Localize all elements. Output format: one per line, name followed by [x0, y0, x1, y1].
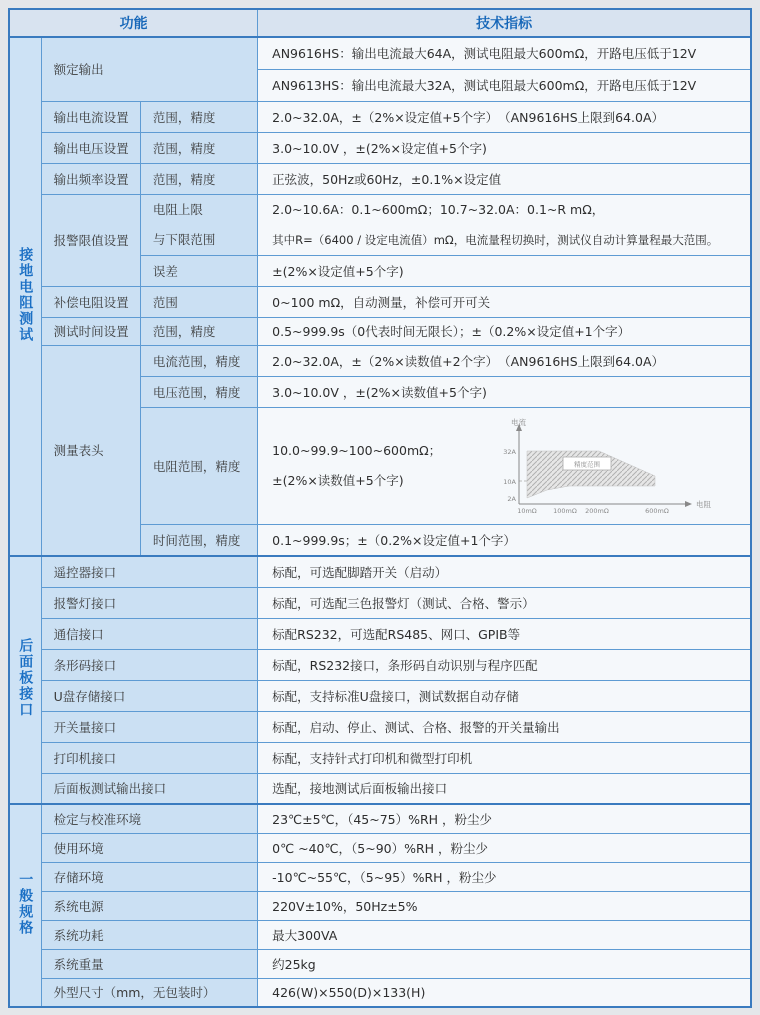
row-label: 系统电源 — [41, 891, 258, 920]
table-row — [9, 742, 751, 773]
row-value: 2.0~32.0A，±（2%×读数值+2个字） （AN9616HS上限到64.0A） — [258, 345, 751, 376]
accuracy-range-chart — [487, 416, 722, 516]
value-line: 2.0~10.6A：0.1~600mΩ；10.7~32.0A：0.1~R mΩ， — [272, 201, 605, 217]
table-row — [9, 891, 751, 920]
row-label: 报警灯接口 — [41, 587, 258, 618]
row-value: 0.5~999.9s（0代表时间无限长）；±（0.2%×设定值+1个字） — [258, 317, 751, 345]
x-tick: 10mΩ — [517, 506, 537, 515]
table-row — [9, 862, 751, 891]
row-sub-label-error: 误差 — [140, 255, 257, 286]
row-label: 检定与校准环境 — [41, 804, 258, 833]
header-spec: 技术指标 — [258, 9, 751, 37]
row-label: 条形码接口 — [41, 649, 258, 680]
spec-table — [8, 8, 752, 1008]
table-row — [9, 317, 751, 345]
x-tick: 600mΩ — [645, 506, 669, 515]
y-tick: 10A — [503, 477, 516, 486]
row-label: 使用环境 — [41, 833, 258, 862]
row-label: 系统功耗 — [41, 920, 258, 949]
row-value: 3.0~10.0V ，±(2%×读数值+5个字) — [258, 376, 751, 407]
header-function: 功能 — [9, 9, 258, 37]
row-sub-label: 范围，精度 — [140, 163, 257, 194]
row-label: U盘存储接口 — [41, 680, 258, 711]
row-value: 标配，可选配脚踏开关（启动） — [258, 556, 751, 587]
row-value: AN9613HS：输出电流最大32A，测试电阻最大600mΩ，开路电压低于12V — [258, 69, 751, 101]
sub-label-line: 与下限范围 — [152, 231, 216, 247]
row-value: 选配，接地测试后面板输出接口 — [258, 773, 751, 804]
row-value: 标配，支持针式打印机和微型打印机 — [258, 742, 751, 773]
row-label-compensation: 补偿电阻设置 — [41, 286, 140, 317]
x-tick: 100mΩ — [553, 506, 577, 515]
row-sub-label: 电阻范围，精度 — [140, 407, 257, 524]
table-row — [9, 773, 751, 804]
table-row — [9, 101, 751, 132]
row-value: 3.0~10.0V ，±(2%×设定值+5个字) — [258, 132, 751, 163]
section-label-rear-panel — [9, 556, 41, 804]
row-label: 打印机接口 — [41, 742, 258, 773]
row-sub-label: 电压范围，精度 — [140, 376, 257, 407]
row-label: 存储环境 — [41, 862, 258, 891]
row-value-with-chart — [258, 407, 751, 524]
table-row — [9, 949, 751, 978]
row-sub-label: 范围，精度 — [140, 101, 257, 132]
table-row — [9, 345, 751, 376]
table-row — [9, 587, 751, 618]
row-value: 426(W)×550(D)×133(H) — [258, 978, 751, 1007]
table-row — [9, 37, 751, 69]
row-value: 标配，支持标准U盘接口，测试数据自动存储 — [258, 680, 751, 711]
section-title: 后面板接口 — [17, 638, 34, 718]
table-row — [9, 804, 751, 833]
row-value: 220V±10%，50Hz±5% — [258, 891, 751, 920]
value-line: ±(2%×读数值+5个字) — [272, 472, 404, 488]
row-value: 0℃ ~40℃，（5~90）%RH ，粉尘少 — [258, 833, 751, 862]
row-sub-label: 范围，精度 — [140, 132, 257, 163]
y-tick: 32A — [503, 447, 516, 456]
row-value: 2.0~32.0A，±（2%×设定值+5个字） （AN9616HS上限到64.0A） — [258, 101, 751, 132]
row-label: 通信接口 — [41, 618, 258, 649]
table-row — [9, 163, 751, 194]
row-label-output-voltage: 输出电压设置 — [41, 132, 140, 163]
row-value: 标配，可选配三色报警灯（测试、合格、警示） — [258, 587, 751, 618]
table-row — [9, 711, 751, 742]
row-value: 最大300VA — [258, 920, 751, 949]
row-label-output-current: 输出电流设置 — [41, 101, 140, 132]
row-value: 标配，RS232接口，条形码自动识别与程序匹配 — [258, 649, 751, 680]
row-value: 0~100 mΩ，自动测量，补偿可开可关 — [258, 286, 751, 317]
row-value: 约25kg — [258, 949, 751, 978]
value-line: 其中R=（6400 / 设定电流值）mΩ，电流量程切换时，测试仪自动计算量程最大范围。 — [272, 232, 719, 247]
sub-label-line: 电阻上限 — [152, 201, 203, 217]
table-row — [9, 920, 751, 949]
section-title: 一般规格 — [17, 871, 34, 936]
table-row — [9, 286, 751, 317]
row-value: 23℃±5℃，（45~75）%RH ，粉尘少 — [258, 804, 751, 833]
row-sub-label: 电流范围，精度 — [140, 345, 257, 376]
table-row — [9, 978, 751, 1007]
section-title: 接地电阻测试 — [17, 246, 34, 343]
row-value: 标配RS232，可选配RS485、网口、GPIB等 — [258, 618, 751, 649]
value-line: 10.0~99.9~100~600mΩ； — [272, 442, 442, 458]
row-value: 0.1~999.9s；±（0.2%×设定值+1个字） — [258, 524, 751, 556]
row-value: ±(2%×设定值+5个字) — [258, 255, 751, 286]
row-sub-label — [140, 194, 257, 255]
table-row — [9, 649, 751, 680]
row-label-output-frequency: 输出频率设置 — [41, 163, 140, 194]
row-label: 遥控器接口 — [41, 556, 258, 587]
row-label-meter: 测量表头 — [41, 345, 140, 556]
row-label-rated-output: 额定输出 — [41, 37, 258, 101]
row-value — [258, 194, 751, 255]
section-label-general-spec — [9, 804, 41, 1007]
table-row — [9, 680, 751, 711]
region-label: 精度范围 — [574, 460, 600, 468]
x-axis-arrow — [685, 501, 692, 507]
row-value: AN9616HS：输出电流最大64A，测试电阻最大600mΩ，开路电压低于12V — [258, 37, 751, 69]
table-row — [9, 194, 751, 255]
x-axis-label: 电阻 — [696, 499, 711, 509]
x-tick: 200mΩ — [585, 506, 609, 515]
table-row — [9, 618, 751, 649]
row-label-test-time: 测试时间设置 — [41, 317, 140, 345]
table-row — [9, 556, 751, 587]
row-sub-label: 范围，精度 — [140, 317, 257, 345]
row-sub-label: 范围 — [140, 286, 257, 317]
row-label: 系统重量 — [41, 949, 258, 978]
row-value: -10℃~55℃，（5~95）%RH ，粉尘少 — [258, 862, 751, 891]
row-sub-label: 时间范围，精度 — [140, 524, 257, 556]
table-row — [9, 833, 751, 862]
row-label: 外型尺寸（mm，无包装时） — [41, 978, 258, 1007]
table-row — [9, 132, 751, 163]
row-label: 后面板测试输出接口 — [41, 773, 258, 804]
section-label-ground-resistance-test — [9, 37, 41, 556]
row-value: 标配，启动、停止、测试、合格、报警的开关量输出 — [258, 711, 751, 742]
row-label-alarm-limit: 报警限值设置 — [41, 194, 140, 286]
row-value: 正弦波，50Hz或60Hz，±0.1%×设定值 — [258, 163, 751, 194]
y-tick: 2A — [507, 494, 516, 503]
y-axis-label: 电流 — [511, 417, 526, 427]
row-label: 开关量接口 — [41, 711, 258, 742]
table-header-row — [9, 9, 751, 37]
